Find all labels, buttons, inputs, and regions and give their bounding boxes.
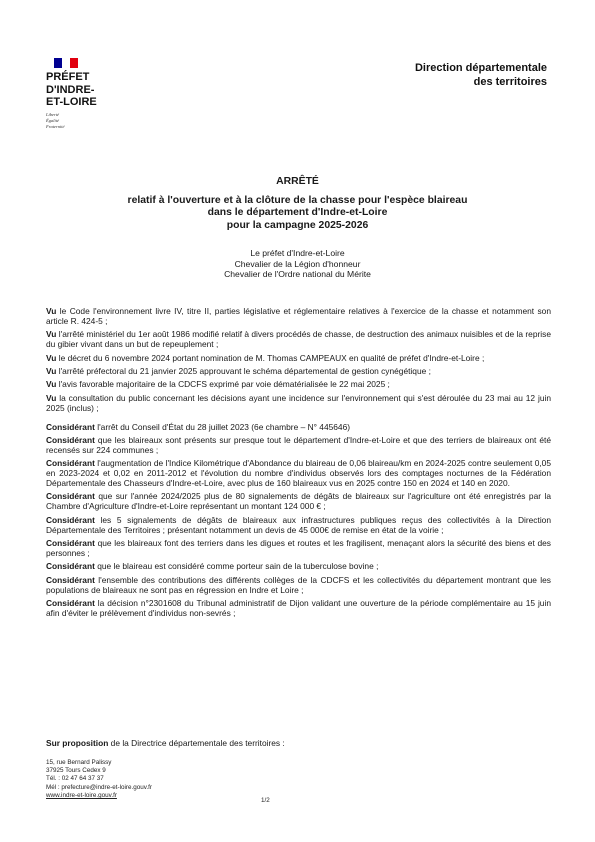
considerant-paragraph — [46, 562, 551, 572]
considerant-paragraph — [46, 423, 551, 433]
republic-motto — [46, 112, 126, 130]
prefet-wordmark — [46, 71, 126, 109]
considerant-paragraph-lead: Considérant — [46, 574, 95, 585]
visa-paragraph — [46, 394, 551, 414]
proposition-lead: Sur proposition — [46, 738, 109, 748]
considerant-paragraph — [46, 599, 551, 619]
prefet-line: ET-LOIRE — [46, 96, 97, 108]
prefet-title-line: Chevalier de la Légion d'honneur — [234, 258, 361, 269]
footer-address — [46, 759, 152, 800]
considerant-paragraph-text: que sur l'année 2024/2025 plus de 80 signalements de dégâts de blaireaux sur l'agriculture ont été enregistrés par la Chambre d'Agriculture d'Indre-et-Loire représentant un montant 124 000 € ; — [46, 491, 551, 512]
considerant-paragraph-text: l'augmentation de l'Indice Kilométrique d'Abondance du blaireau de 0,06 blaireau/km en 2024-2025 contre seulement 0,05 en 2023-2024 et 0,02 en 2011-2012 et l'évolution du nombre d'individus observés lors des comptages nocturnes de la Fédération Départementale des Chasseurs d'Indre-et-Loire, avec plus de 160 blaireaux vus en 2025 contre 150 en 2024 et 140 en 2020. — [46, 458, 551, 489]
visa-paragraph-lead: Vu — [46, 392, 57, 403]
visa-paragraph — [46, 330, 551, 350]
title-line: dans le département d'Indre-et-Loire — [207, 207, 388, 218]
considerant-paragraph-lead: Considérant — [46, 491, 95, 502]
visa-paragraph — [46, 367, 551, 377]
issuing-directorate — [415, 62, 547, 89]
proposition-text: de la Directrice départementale des territoires : — [108, 738, 285, 748]
visa-paragraph-text: l'avis favorable majoritaire de la CDCFS exprimé par voie dématérialisée le 22 mai 2025 ; — [56, 379, 390, 390]
prefet-line: D'INDRE- — [46, 83, 95, 96]
address-line: 15, rue Bernard Palissy — [46, 759, 112, 766]
flag-stripe-red — [70, 58, 78, 68]
prefet-logo — [46, 58, 126, 130]
address-line: Tél. : 02 47 64 37 37 — [46, 775, 104, 783]
motto-line: Égalité — [46, 117, 59, 123]
considerant-paragraph — [46, 576, 551, 596]
considerant-paragraph-lead: Considérant — [46, 514, 95, 525]
visa-paragraph — [46, 354, 551, 364]
marianne-flag-icon — [54, 58, 78, 68]
considerant-paragraph — [46, 436, 551, 456]
considerant-paragraph-lead: Considérant — [46, 597, 95, 608]
considerant-paragraph — [46, 459, 551, 489]
visa-paragraph-lead: Vu — [46, 306, 57, 316]
address-line: Mél : prefecture@indre-et-loire.gouv.fr — [46, 783, 153, 791]
visa-paragraph-text: la consultation du public concernant les décisions ayant une incidence sur l'environnement qui s'est déroulée du 23 mai au 12 juin 2025 (inclus) ; — [46, 392, 551, 413]
visa-paragraph-lead: Vu — [46, 379, 57, 390]
flag-stripe-blue — [54, 58, 62, 68]
prefet-line: PRÉFET — [46, 71, 90, 83]
considerant-paragraph-text: l'arrêt du Conseil d'État du 28 juillet 2023 (6e chambre – N° 445646) — [94, 421, 351, 432]
directorate-line: des territoires — [473, 75, 547, 88]
prefet-title-line: Le préfet d'Indre-et-Loire — [250, 248, 345, 258]
visa-paragraph-lead: Vu — [46, 352, 57, 363]
visa-paragraph-lead: Vu — [46, 365, 57, 376]
considerant-paragraph-text: que le blaireau est considéré comme porteur sain de la tuberculose bovine ; — [94, 561, 379, 572]
motto-line: Fraternité — [46, 123, 65, 129]
considerants-section — [46, 423, 551, 619]
visa-paragraph-text: l'arrêté préfectoral du 21 janvier 2025 approuvant le schéma départemental de gestion cynégétique ; — [56, 365, 431, 376]
arrete-body — [46, 307, 551, 622]
considerant-paragraph-lead: Considérant — [46, 538, 95, 549]
motto-line: Liberté — [46, 111, 59, 117]
address-line: 37925 Tours Cedex 9 — [46, 767, 106, 775]
considerant-paragraph — [46, 492, 551, 512]
page-number: 1/2 — [261, 797, 270, 804]
proposition-line — [46, 738, 285, 748]
visa-paragraph — [46, 307, 551, 327]
visa-paragraph-text: le Code l'environnement livre IV, titre II, parties législative et réglementaire relatives à l'exercice de la chasse et notamment son article R. 424-5 ; — [46, 306, 551, 326]
prefet-titles — [40, 248, 555, 280]
prefet-title-line: Chevalier de l'Ordre national du Mérite — [224, 269, 371, 280]
directorate-line: Direction départementale — [414, 62, 547, 74]
title-line: relatif à l'ouverture et à la clôture de la chasse pour l'espèce blaireau — [127, 194, 468, 206]
considerant-paragraph-text: que les blaireaux sont présents sur presque tout le département d'Indre-et-Loire et que des terriers de blaireaux ont été recensés sur 224 communes ; — [46, 434, 551, 455]
considerant-paragraph-text: l'ensemble des contributions des différents collèges de la CDCFS et les collectivités du département montrant que les populations de blaireaux ne sont pas en régression en Indre et Loire ; — [46, 574, 551, 595]
arrete-heading: ARRÊTÉ — [276, 176, 319, 187]
considerant-paragraph-lead: Considérant — [46, 434, 95, 445]
visa-paragraph — [46, 380, 551, 390]
considerant-paragraph — [46, 539, 551, 559]
considerant-paragraph-text: la décision n°2301608 du Tribunal administratif de Dijon validant une ouverture de la période complémentaire au 15 juin afin d'éviter le prélèvement d'individus non-sevrés ; — [46, 597, 551, 618]
visa-paragraph-lead: Vu — [46, 329, 57, 340]
considerant-paragraph-lead: Considérant — [46, 421, 95, 432]
visas-section — [46, 307, 551, 414]
considerant-paragraph-lead: Considérant — [46, 561, 95, 572]
considerant-paragraph-text: que les blaireaux font des terriers dans les digues et routes et les fragilisent, menaçant alors la sécurité des biens et des personnes ; — [46, 538, 551, 558]
considerant-paragraph-lead: Considérant — [46, 458, 95, 469]
title-line: pour la campagne 2025-2026 — [226, 219, 369, 231]
website-link[interactable]: www.indre-et-loire.gouv.fr — [46, 791, 117, 799]
visa-paragraph-text: l'arrêté ministériel du 1er août 1986 modifié relatif à divers procédés de chasse, de destruction des animaux nuisibles et de la reprise du gibier vivant dans un but de repeuplement ; — [46, 329, 551, 350]
considerant-paragraph-text: les 5 signalements de dégâts de blaireaux aux infrastructures publiques reçus des collectivités à la Direction Départementale des Territoires ; présentant notamment un devis de 45 000€ de remise en état de la voirie ; — [46, 514, 551, 535]
flag-stripe-white — [62, 58, 70, 68]
visa-paragraph-text: le décret du 6 novembre 2024 portant nomination de M. Thomas CAMPEAUX en qualité de préfet d'Indre-et-Loire ; — [56, 352, 485, 363]
considerant-paragraph — [46, 516, 551, 536]
document-title — [40, 176, 555, 232]
